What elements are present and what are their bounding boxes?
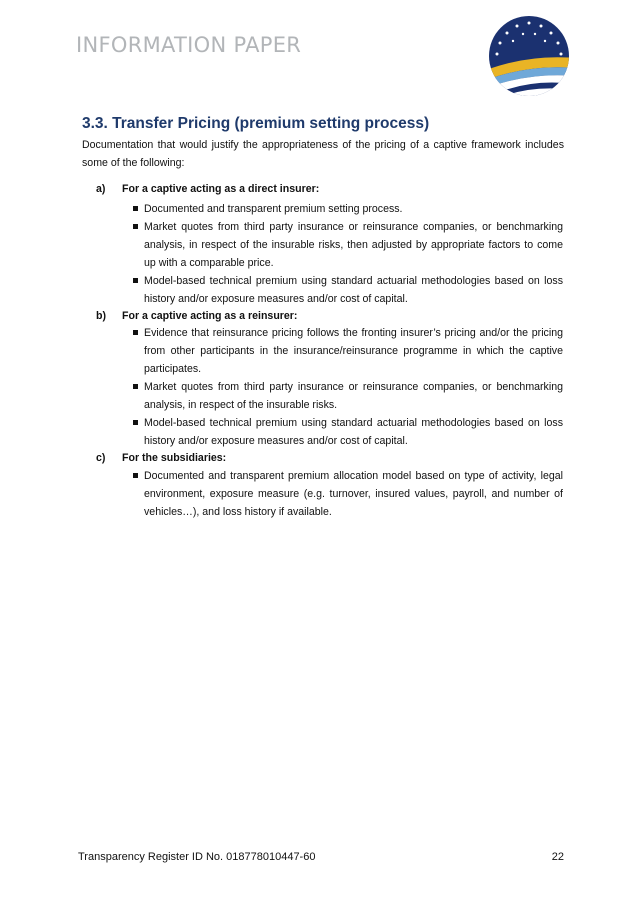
transparency-register-id: Transparency Register ID No. 018778010447-60	[78, 851, 316, 863]
list-marker: b)	[96, 310, 106, 322]
list-item-text: Market quotes from third party insurance or reinsurance companies, or benchmarking analysis, in respect of the insurable risks.	[144, 381, 563, 411]
square-bullet-icon	[133, 384, 138, 389]
list-item	[133, 378, 563, 414]
list-item	[133, 467, 563, 521]
list-item-text: Model-based technical premium using standard actuarial methodologies based on loss history and/or exposure measures and/or cost of capital.	[144, 417, 563, 447]
square-bullet-icon	[133, 206, 138, 211]
list-marker: c)	[96, 452, 106, 464]
section-title: 3.3. Transfer Pricing (premium setting process)	[82, 115, 430, 132]
bullet-list-subsidiaries	[133, 467, 563, 521]
list-item	[133, 218, 563, 272]
organization-logo-icon	[484, 14, 574, 98]
list-item-text: Documented and transparent premium setting process.	[144, 203, 403, 215]
list-item-text: Model-based technical premium using standard actuarial methodologies based on loss history and/or exposure measures and/or cost of capital.	[144, 275, 563, 305]
group-heading-text: For the subsidiaries:	[122, 452, 227, 464]
square-bullet-icon	[133, 473, 138, 478]
list-item	[133, 324, 563, 378]
list-marker: a)	[96, 183, 106, 195]
square-bullet-icon	[133, 330, 138, 335]
page-number: 22	[551, 851, 564, 863]
group-heading-direct-insurer	[96, 183, 319, 195]
bullet-list-direct-insurer	[133, 200, 563, 308]
intro-paragraph: Documentation that would justify the appropriateness of the pricing of a captive framework includes some of the following:	[82, 139, 564, 169]
list-item	[133, 272, 563, 308]
list-item-text: Evidence that reinsurance pricing follows the fronting insurer’s pricing and/or the pricing from other participants in the insurance/reinsurance programme in which the captive participates.	[144, 327, 563, 375]
list-item	[133, 200, 563, 218]
list-item-text: Documented and transparent premium allocation model based on type of activity, legal environment, exposure measure (e.g. turnover, insured values, payroll, and number of vehicles…), and loss history if available.	[144, 470, 563, 518]
square-bullet-icon	[133, 278, 138, 283]
page-footer	[78, 851, 564, 863]
list-item-text: Market quotes from third party insurance or reinsurance companies, or benchmarking analysis, in respect of the insurable risks, then adjusted by appropriate factors to come up with a comparable price.	[144, 221, 563, 269]
group-heading-text: For a captive acting as a reinsurer:	[122, 310, 298, 322]
square-bullet-icon	[133, 224, 138, 229]
group-heading-reinsurer	[96, 310, 297, 322]
bullet-list-reinsurer	[133, 324, 563, 450]
group-heading-subsidiaries	[96, 452, 226, 464]
square-bullet-icon	[133, 420, 138, 425]
document-header-title: INFORMATION PAPER	[76, 33, 302, 57]
list-item	[133, 414, 563, 450]
group-heading-text: For a captive acting as a direct insurer:	[122, 183, 320, 195]
